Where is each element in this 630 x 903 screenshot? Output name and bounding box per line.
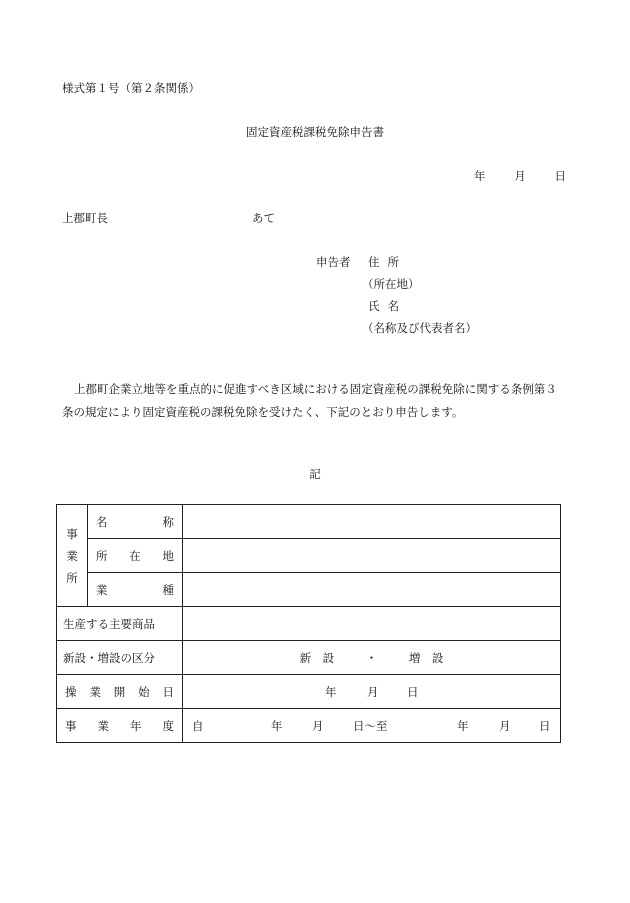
office-location-label: 所 在 地 — [88, 539, 183, 573]
applicant-label: 申告者 — [316, 255, 351, 269]
document-title: 固定資産税課税免除申告書 — [246, 125, 384, 139]
option-expand[interactable]: 増 設 — [408, 650, 444, 665]
table-row-fiscal-year — [57, 709, 561, 743]
fiscal-year-label: 事 業 年 度 — [57, 709, 183, 743]
start-date-label: 操 業 開 始 日 — [57, 675, 183, 709]
office-location-field[interactable] — [183, 539, 561, 573]
start-date-field[interactable]: 年 月 日 — [183, 675, 561, 709]
industry-field[interactable] — [183, 573, 561, 607]
new-expand-options[interactable] — [183, 641, 561, 675]
office-header-char: 所 — [66, 570, 78, 585]
option-new[interactable]: 新 設 — [299, 650, 335, 665]
table-row-main-product — [57, 607, 561, 641]
fiscal-year-field[interactable]: 自 年 月 日～至 年 月 日 — [183, 709, 561, 743]
applicant-address-label: 住所 — [368, 255, 407, 269]
declaration-text — [62, 378, 562, 424]
industry-label: 業 種 — [88, 573, 183, 607]
ki-heading: 記 — [309, 467, 321, 481]
date-year: 年 — [474, 169, 486, 183]
main-product-field[interactable] — [183, 607, 561, 641]
application-table — [56, 504, 561, 743]
addressee-name: 上郡町長 — [62, 211, 108, 225]
applicant-location-label: （所在地） — [362, 277, 420, 291]
table-row-office-location — [57, 539, 561, 573]
date-day: 日 — [554, 169, 566, 183]
date-month: 月 — [514, 169, 526, 183]
table-row-industry — [57, 573, 561, 607]
submission-date — [474, 168, 566, 184]
table-row-office-name — [57, 505, 561, 539]
office-header-char: 事 — [66, 526, 78, 541]
table-row-start-date — [57, 675, 561, 709]
office-name-label: 名 称 — [88, 505, 183, 539]
office-name-field[interactable] — [183, 505, 561, 539]
applicant-representative-label: （名称及び代表者名） — [362, 321, 477, 335]
declaration-body: 上郡町企業立地等を重点的に促進すべき区域における固定資産税の課税免除に関する条例第３条の規定により固定資産税の課税免除を受けたく、下記のとおり申告します。 — [62, 382, 557, 419]
new-expand-label: 新設・増設の区分 — [57, 641, 183, 675]
office-header-char: 業 — [66, 548, 78, 563]
form-number: 様式第１号（第２条関係） — [62, 81, 200, 95]
table-row-new-expand — [57, 641, 561, 675]
office-header — [57, 505, 88, 607]
main-product-label: 生産する主要商品 — [57, 607, 183, 641]
addressee-ate: あて — [252, 211, 275, 225]
option-separator: ・ — [365, 650, 378, 665]
applicant-name-label: 氏名 — [368, 299, 407, 313]
